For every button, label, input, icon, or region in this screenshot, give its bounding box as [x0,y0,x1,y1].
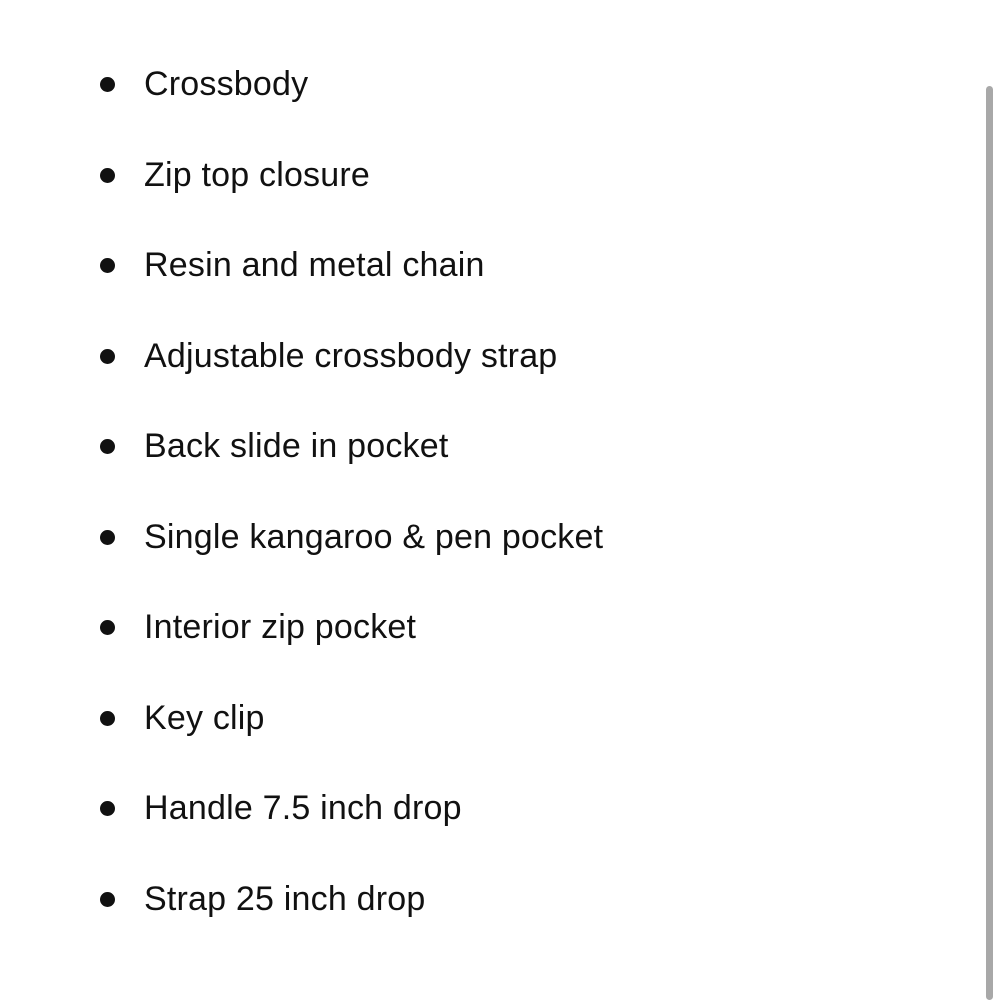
bullet-icon [100,349,115,364]
feature-label: Interior zip pocket [144,608,417,646]
scrollbar-thumb[interactable] [986,86,993,1000]
feature-label: Crossbody [144,65,309,103]
feature-label: Handle 7.5 inch drop [144,789,462,827]
bullet-icon [100,801,115,816]
bullet-icon [100,168,115,183]
feature-label: Zip top closure [144,155,370,194]
bullet-icon [100,530,115,545]
feature-label: Adjustable crossbody strap [144,336,558,375]
feature-label: Resin and metal chain [144,246,485,284]
feature-label: Single kangaroo & pen pocket [144,517,604,556]
bullet-icon [100,439,115,454]
bullet-icon [100,892,115,907]
bullet-icon [100,620,115,635]
feature-label: Strap 25 inch drop [144,879,426,918]
bullet-icon [100,711,115,726]
feature-label: Key clip [144,698,265,737]
feature-label: Back slide in pocket [144,427,449,465]
bullet-icon [100,77,115,92]
bullet-icon [100,258,115,273]
